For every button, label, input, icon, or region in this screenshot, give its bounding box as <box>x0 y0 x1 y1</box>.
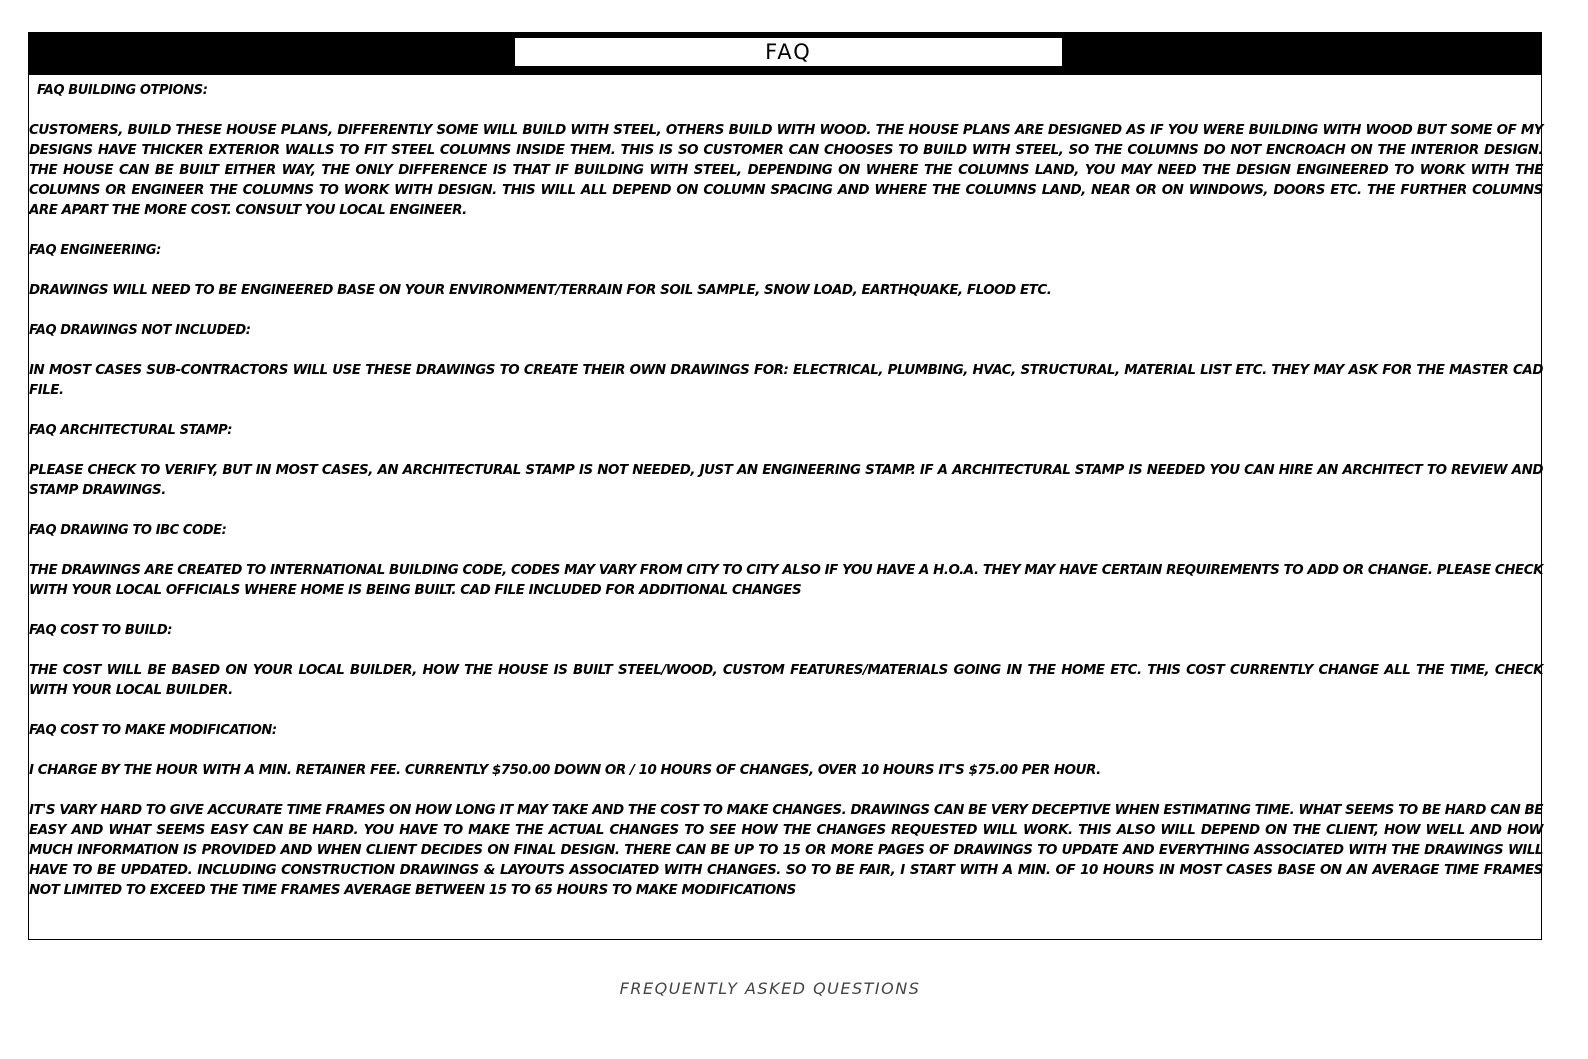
faq-section-cost-to-modify <box>29 721 1543 901</box>
page-title: FAQ <box>514 37 1063 67</box>
faq-content <box>29 81 1543 921</box>
faq-section-cost-to-build <box>29 621 1543 701</box>
section-paragraph: CUSTOMERS, BUILD THESE HOUSE PLANS, DIFFERENTLY SOME WILL BUILD WITH STEEL, OTHERS BUILD WITH WOOD. THE HOUSE PLANS ARE DESIGNED AS IF YOU WERE BUILDING WITH WOOD BUT SOME OF MY DESIGNS HAVE THICKER EXTERIOR WALLS TO FIT STEEL COLUMNS INSIDE THEM. THIS IS SO CUSTOMER CAN CHOOSES TO BUILD WITH STEEL, SO THE COLUMNS DO NOT ENCROACH ON THE INTERIOR DESIGN. THE HOUSE CAN BE BUILT EITHER WAY, THE ONLY DIFFERENCE IS THAT IF BUILDING WITH STEEL, DEPENDING ON WHERE THE COLUMNS LAND, YOU MAY NEED THE DESIGN ENGINEERED TO WORK WITH THE COLUMNS OR ENGINEER THE COLUMNS TO WORK WITH DESIGN. THIS WILL ALL DEPEND ON COLUMN SPACING AND WHERE THE COLUMNS LAND, NEAR OR ON WINDOWS, DOORS ETC. THE FURTHER COLUMNS ARE APART THE MORE COST. CONSULT YOU LOCAL ENGINEER. <box>29 123 1543 218</box>
section-heading: FAQ BUILDING OTPIONS: <box>37 83 208 98</box>
section-paragraph: I CHARGE BY THE HOUR WITH A MIN. RETAINER FEE. CURRENTLY $750.00 DOWN OR / 10 HOURS OF CHANGES, OVER 10 HOURS IT'S $75.00 PER HOUR. <box>29 763 1101 778</box>
section-heading: FAQ DRAWINGS NOT INCLUDED: <box>29 323 251 338</box>
title-bar <box>29 33 1541 75</box>
section-paragraph: THE COST WILL BE BASED ON YOUR LOCAL BUILDER, HOW THE HOUSE IS BUILT STEEL/WOOD, CUSTOM FEATURES/MATERIALS GOING IN THE HOME ETC. THIS COST CURRENTLY CHANGE ALL THE TIME, CHECK WITH YOUR LOCAL BUILDER. <box>29 663 1543 698</box>
section-paragraph: DRAWINGS WILL NEED TO BE ENGINEERED BASE ON YOUR ENVIRONMENT/TERRAIN FOR SOIL SAMPLE, SNOW LOAD, EARTHQUAKE, FLOOD ETC. <box>29 283 1052 298</box>
section-heading: FAQ COST TO BUILD: <box>29 623 173 638</box>
faq-section-drawings-not-included <box>29 321 1543 401</box>
section-heading: FAQ DRAWING TO IBC CODE: <box>29 523 227 538</box>
section-paragraph: THE DRAWINGS ARE CREATED TO INTERNATIONAL BUILDING CODE, CODES MAY VARY FROM CITY TO CITY ALSO IF YOU HAVE A H.O.A. THEY MAY HAVE CERTAIN REQUIREMENTS TO ADD OR CHANGE. PLEASE CHECK WITH YOUR LOCAL OFFICIALS WHERE HOME IS BEING BUILT. CAD FILE INCLUDED FOR ADDITIONAL CHANGES <box>29 563 1544 598</box>
faq-section-architectural-stamp <box>29 421 1543 501</box>
faq-section-building-options <box>29 81 1543 221</box>
section-paragraph: IT'S VARY HARD TO GIVE ACCURATE TIME FRAMES ON HOW LONG IT MAY TAKE AND THE COST TO MAKE CHANGES. DRAWINGS CAN BE VERY DECEPTIVE WHEN ESTIMATING TIME. WHAT SEEMS TO BE HARD CAN BE EASY AND WHAT SEEMS EASY CAN BE HARD. YOU HAVE TO MAKE THE ACTUAL CHANGES TO SEE HOW THE CHANGES REQUESTED WILL WORK. THIS ALSO WILL DEPEND ON THE CLIENT, HOW WELL AND HOW MUCH INFORMATION IS PROVIDED AND WHEN CLIENT DECIDES ON FINAL DESIGN. THERE CAN BE UP TO 15 OR MORE PAGES OF DRAWINGS TO UPDATE AND EVERYTHING ASSOCIATED WITH THE DRAWINGS WILL HAVE TO BE UPDATED. INCLUDING CONSTRUCTION DRAWINGS & LAYOUTS ASSOCIATED WITH CHANGES. SO TO BE FAIR, I START WITH A MIN. OF 10 HOURS IN MOST CASES BASE ON AN AVERAGE TIME FRAMES NOT LIMITED TO EXCEED THE TIME FRAMES AVERAGE BETWEEN 15 TO 65 HOURS TO MAKE MODIFICATIONS <box>29 803 1543 898</box>
section-heading: FAQ ENGINEERING: <box>29 243 161 258</box>
faq-section-engineering <box>29 241 1543 301</box>
section-heading: FAQ COST TO MAKE MODIFICATION: <box>29 723 277 738</box>
section-paragraph: IN MOST CASES SUB-CONTRACTORS WILL USE THESE DRAWINGS TO CREATE THEIR OWN DRAWINGS FOR: ELECTRICAL, PLUMBING, HVAC, STRUCTURAL, MATERIAL LIST ETC. THEY MAY ASK FOR THE MASTER CAD FILE. <box>29 363 1543 398</box>
faq-sheet-frame <box>28 32 1542 940</box>
section-paragraph: PLEASE CHECK TO VERIFY, BUT IN MOST CASES, AN ARCHITECTURAL STAMP IS NOT NEEDED, JUST AN ENGINEERING STAMP. IF A ARCHITECTURAL STAMP IS NEEDED YOU CAN HIRE AN ARCHITECT TO REVIEW AND STAMP DRAWINGS. <box>29 463 1543 498</box>
section-heading: FAQ ARCHITECTURAL STAMP: <box>29 423 233 438</box>
footer-caption: FREQUENTLY ASKED QUESTIONS <box>619 979 921 998</box>
faq-section-ibc-code <box>29 521 1543 601</box>
